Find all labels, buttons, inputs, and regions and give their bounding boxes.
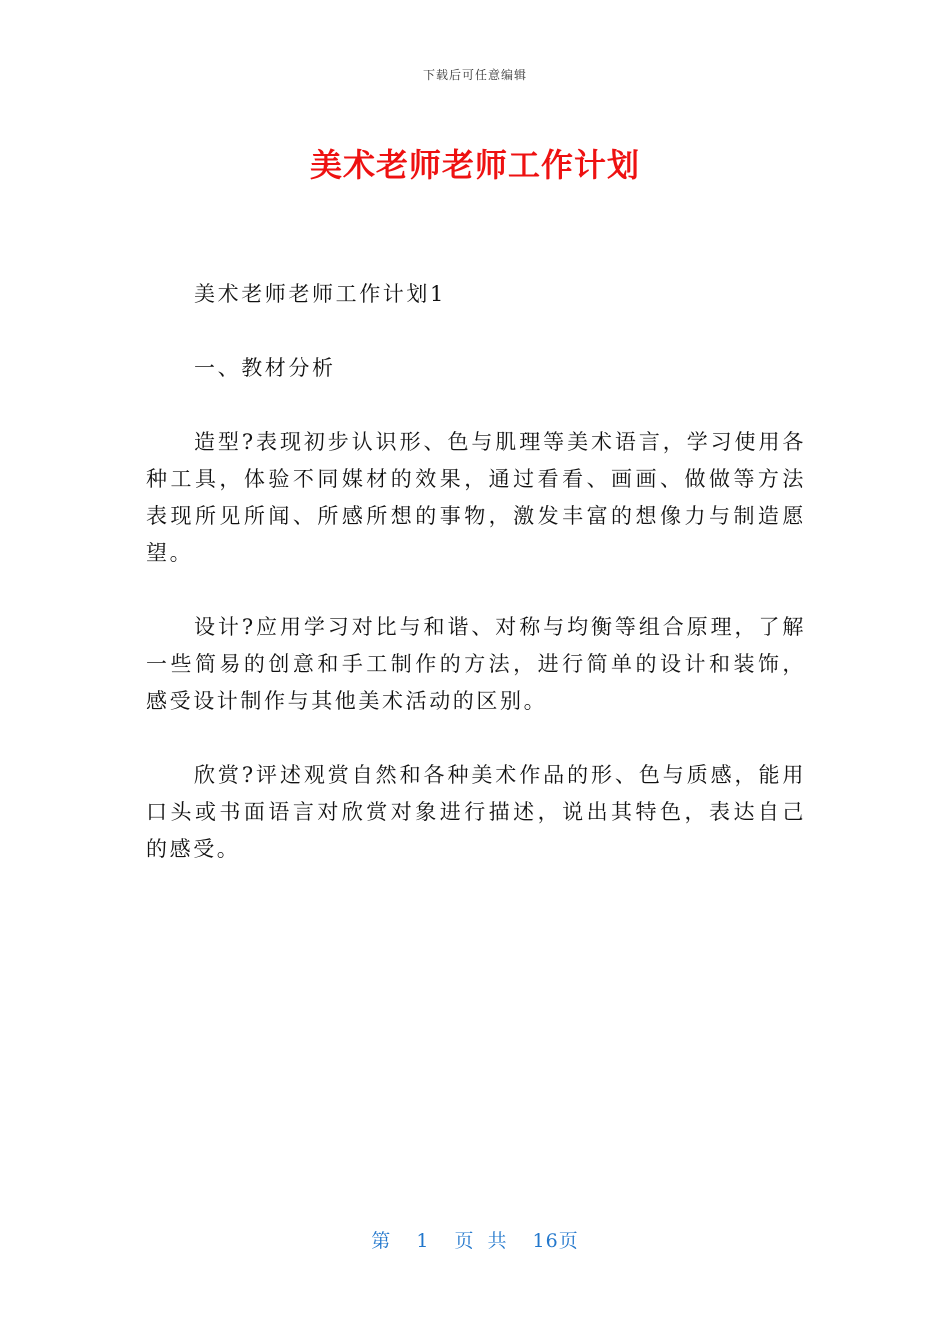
subsection-heading: 一、教材分析 [194,356,336,380]
paragraph-design: 设计?应用学习对比与和谐、对称与均衡等组合原理，了解一些简易的创意和手工制作的方法，进行简单的设计和装饰，感受设计制作与其他美术活动的区别。 [146,615,806,713]
section-heading: 美术老师老师工作计划1 [194,282,446,306]
footer-label-of: 页 共 [454,1230,508,1252]
footer-total-pages: 16页 [532,1230,579,1252]
paragraph-modeling: 造型?表现初步认识形、色与肌理等美术语言，学习使用各种工具，体验不同媒材的效果，通过看看、画画、做做等方法表现所见所闻、所感所想的事物，激发丰富的想像力与制造愿望。 [146,430,806,565]
header-note: 下载后可任意编辑 [422,68,527,82]
document-body [146,276,806,905]
document-title: 美术老师老师工作计划 [309,146,640,184]
footer-current-page: 1 [416,1230,430,1252]
paragraph-appreciation: 欣赏?评述观赏自然和各种美术作品的形、色与质感，能用口头或书面语言对欣赏对象进行描述，说出其特色，表达自己的感受。 [146,763,806,861]
footer-label-page: 第 [371,1230,392,1252]
page-footer [0,1226,950,1253]
